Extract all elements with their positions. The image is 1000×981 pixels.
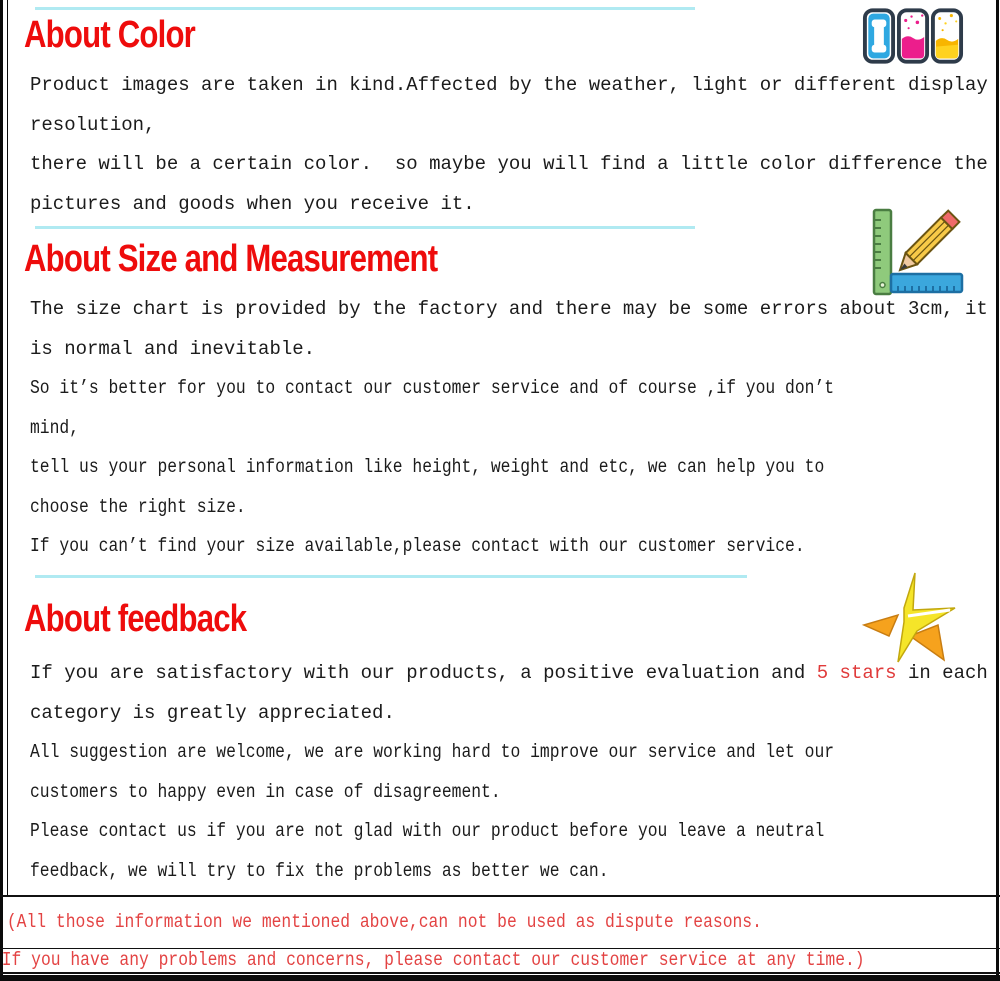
paragraph-line: Please contact us if you are not glad with our product before you leave a neutral bbox=[30, 820, 825, 842]
five-stars-highlight: 5 stars bbox=[816, 662, 897, 684]
footer-notice-line: (All those information we mentioned above,can not be used as dispute reasons. bbox=[6, 911, 762, 933]
paragraph-line: resolution, bbox=[30, 113, 156, 136]
left-inner-border bbox=[7, 0, 8, 895]
paragraph-line: The size chart is provided by the factory and there may be some errors about 3cm, it bbox=[30, 298, 988, 320]
paragraph-line: Product images are taken in kind.Affected by the weather, light or different display bbox=[30, 74, 988, 96]
ruler-pencil-icon bbox=[868, 202, 968, 302]
right-border bbox=[996, 0, 999, 981]
footer-notice-line: If you have any problems and concerns, please contact our customer service at any time.) bbox=[1, 949, 865, 971]
paragraph-line: customers to happy even in case of disagreement. bbox=[30, 780, 501, 803]
paragraph-line: feedback, we will try to fix the problems as better we can. bbox=[30, 859, 609, 882]
footer-notice-row bbox=[0, 895, 1000, 950]
feedback-line-prefix: If you are satisfactory with our products, a positive evaluation and bbox=[30, 662, 817, 684]
ink-cartridges-icon bbox=[862, 6, 964, 66]
divider-line bbox=[35, 7, 695, 10]
paragraph-line: All suggestion are welcome, we are working hard to improve our service and let our bbox=[30, 741, 835, 763]
paragraph-line: choose the right size. bbox=[30, 495, 246, 518]
paragraph-line: mind, bbox=[30, 416, 80, 439]
paragraph-line: tell us your personal information like height, weight and etc, we can help you to bbox=[30, 456, 825, 478]
feedback-line-suffix: in each bbox=[896, 662, 988, 684]
paragraph-line: there will be a certain color. so maybe you will find a little color difference the bbox=[30, 153, 988, 175]
paragraph-line: If you can’t find your size available,please contact with our customer service. bbox=[30, 535, 805, 557]
section-heading-size: About Size and Measurement bbox=[24, 238, 438, 280]
paragraph-line: pictures and goods when you receive it. bbox=[30, 192, 475, 215]
bottom-border bbox=[0, 975, 1000, 981]
left-outer-border bbox=[0, 0, 3, 981]
feedback-paragraph bbox=[30, 654, 988, 891]
size-paragraph bbox=[30, 290, 988, 567]
footer-notice-row bbox=[0, 948, 1000, 974]
paragraph-line: category is greatly appreciated. bbox=[30, 701, 395, 724]
paragraph-line: So it’s better for you to contact our customer service and of course ,if you don’t bbox=[30, 377, 835, 399]
color-paragraph bbox=[30, 66, 988, 224]
section-heading-color: About Color bbox=[24, 14, 195, 56]
section-heading-feedback: About feedback bbox=[24, 598, 247, 640]
divider-line bbox=[35, 575, 747, 578]
divider-line bbox=[35, 226, 695, 229]
paragraph-line bbox=[30, 654, 988, 694]
paragraph-line: is normal and inevitable. bbox=[30, 337, 316, 360]
